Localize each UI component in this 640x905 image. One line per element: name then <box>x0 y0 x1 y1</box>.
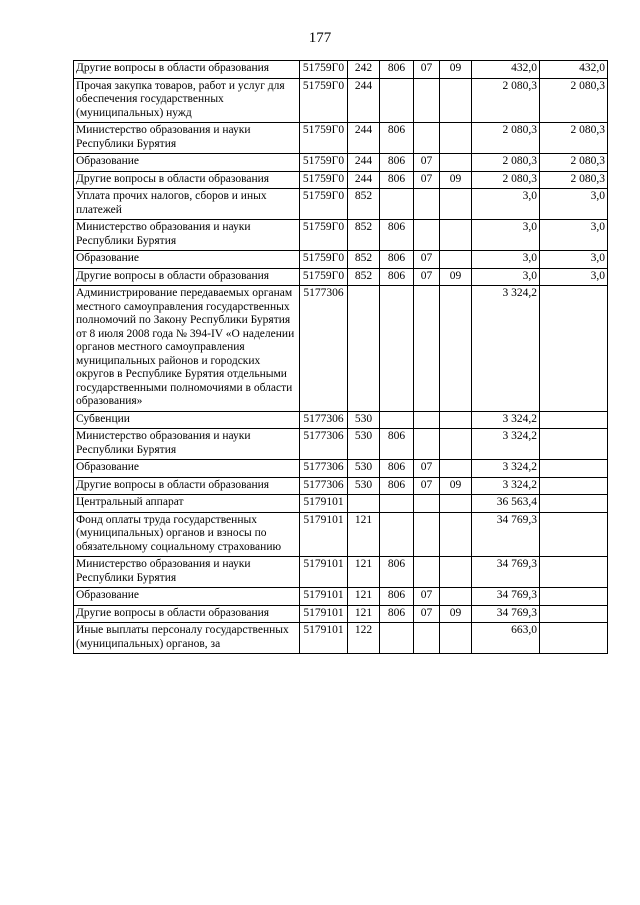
amount-cell: 432,0 <box>472 61 540 79</box>
section-cell <box>414 220 440 251</box>
target-article-cell: 5177306 <box>300 460 348 478</box>
target-article-cell: 51759Г0 <box>300 220 348 251</box>
amount-second-cell: 3,0 <box>540 189 608 220</box>
amount-second-cell: 432,0 <box>540 61 608 79</box>
row-name-cell: Министерство образования и науки Республики Бурятия <box>74 557 300 588</box>
amount-cell: 3,0 <box>472 251 540 269</box>
subsection-cell: 09 <box>440 171 472 189</box>
table-row <box>74 411 608 429</box>
ministry-code-cell: 806 <box>380 123 414 154</box>
table-row <box>74 286 608 412</box>
expense-type-cell: 121 <box>348 557 380 588</box>
expense-type-cell: 121 <box>348 512 380 557</box>
subsection-cell: 09 <box>440 268 472 286</box>
amount-cell: 2 080,3 <box>472 123 540 154</box>
amount-cell: 3 324,2 <box>472 286 540 412</box>
section-cell <box>414 123 440 154</box>
target-article-cell: 5179101 <box>300 623 348 654</box>
row-name-cell: Администрирование передаваемых органам местного самоуправления государственных полномочий по Закону Республики Бурятия от 8 июля 2008 года № 394-IV «О наделении органов местного самоуправления муниципальных районов и городских округов в Республике Бурятия отдельными государственными полномочиями в области образования» <box>74 286 300 412</box>
amount-cell: 34 769,3 <box>472 557 540 588</box>
section-cell <box>414 286 440 412</box>
row-name-cell: Образование <box>74 251 300 269</box>
subsection-cell <box>440 623 472 654</box>
table-row <box>74 61 608 79</box>
ministry-code-cell: 806 <box>380 477 414 495</box>
amount-second-cell: 2 080,3 <box>540 154 608 172</box>
expense-type-cell: 852 <box>348 189 380 220</box>
section-cell: 07 <box>414 61 440 79</box>
expense-type-cell: 852 <box>348 251 380 269</box>
target-article-cell: 5177306 <box>300 477 348 495</box>
ministry-code-cell: 806 <box>380 429 414 460</box>
expense-type-cell: 530 <box>348 460 380 478</box>
section-cell: 07 <box>414 588 440 606</box>
row-name-cell: Фонд оплаты труда государственных (муниципальных) органов и взносы по обязательному социальному страхованию <box>74 512 300 557</box>
section-cell: 07 <box>414 605 440 623</box>
row-name-cell: Другие вопросы в области образования <box>74 61 300 79</box>
amount-second-cell: 3,0 <box>540 268 608 286</box>
expense-type-cell: 852 <box>348 220 380 251</box>
expense-type-cell: 530 <box>348 411 380 429</box>
row-name-cell: Иные выплаты персоналу государственных (муниципальных) органов, за <box>74 623 300 654</box>
ministry-code-cell <box>380 512 414 557</box>
section-cell <box>414 623 440 654</box>
table-row <box>74 588 608 606</box>
table-row <box>74 268 608 286</box>
expense-type-cell: 244 <box>348 171 380 189</box>
expense-type-cell: 244 <box>348 154 380 172</box>
expense-type-cell: 530 <box>348 429 380 460</box>
ministry-code-cell: 806 <box>380 460 414 478</box>
expense-type-cell <box>348 495 380 513</box>
section-cell <box>414 429 440 460</box>
target-article-cell: 5177306 <box>300 429 348 460</box>
table-row <box>74 512 608 557</box>
section-cell: 07 <box>414 251 440 269</box>
ministry-code-cell: 806 <box>380 154 414 172</box>
amount-second-cell: 2 080,3 <box>540 123 608 154</box>
section-cell <box>414 78 440 123</box>
amount-second-cell <box>540 588 608 606</box>
target-article-cell: 5179101 <box>300 512 348 557</box>
section-cell <box>414 189 440 220</box>
row-name-cell: Министерство образования и науки Республики Бурятия <box>74 123 300 154</box>
table-row <box>74 495 608 513</box>
ministry-code-cell: 806 <box>380 268 414 286</box>
expense-type-cell: 244 <box>348 78 380 123</box>
table-row <box>74 605 608 623</box>
subsection-cell: 09 <box>440 61 472 79</box>
subsection-cell <box>440 512 472 557</box>
subsection-cell <box>440 588 472 606</box>
amount-second-cell: 2 080,3 <box>540 171 608 189</box>
subsection-cell <box>440 460 472 478</box>
amount-cell: 3 324,2 <box>472 460 540 478</box>
table-body <box>74 61 608 654</box>
target-article-cell: 5179101 <box>300 557 348 588</box>
target-article-cell: 51759Г0 <box>300 154 348 172</box>
amount-second-cell <box>540 429 608 460</box>
ministry-code-cell <box>380 189 414 220</box>
row-name-cell: Другие вопросы в области образования <box>74 171 300 189</box>
row-name-cell: Другие вопросы в области образования <box>74 477 300 495</box>
table-row <box>74 78 608 123</box>
ministry-code-cell <box>380 286 414 412</box>
section-cell <box>414 411 440 429</box>
amount-cell: 34 769,3 <box>472 588 540 606</box>
amount-second-cell: 2 080,3 <box>540 78 608 123</box>
amount-second-cell <box>540 477 608 495</box>
row-name-cell: Другие вопросы в области образования <box>74 268 300 286</box>
amount-cell: 3,0 <box>472 268 540 286</box>
target-article-cell: 51759Г0 <box>300 78 348 123</box>
section-cell <box>414 512 440 557</box>
amount-second-cell <box>540 605 608 623</box>
table-row <box>74 623 608 654</box>
amount-second-cell <box>540 460 608 478</box>
amount-second-cell <box>540 512 608 557</box>
row-name-cell: Министерство образования и науки Республики Бурятия <box>74 429 300 460</box>
row-name-cell: Министерство образования и науки Республики Бурятия <box>74 220 300 251</box>
section-cell <box>414 495 440 513</box>
subsection-cell <box>440 78 472 123</box>
section-cell: 07 <box>414 171 440 189</box>
expense-type-cell: 121 <box>348 605 380 623</box>
ministry-code-cell <box>380 78 414 123</box>
subsection-cell <box>440 154 472 172</box>
subsection-cell: 09 <box>440 605 472 623</box>
table-row <box>74 123 608 154</box>
target-article-cell: 51759Г0 <box>300 251 348 269</box>
page-number: 177 <box>308 30 332 46</box>
subsection-cell <box>440 286 472 412</box>
table-row <box>74 460 608 478</box>
amount-second-cell <box>540 623 608 654</box>
expense-type-cell: 242 <box>348 61 380 79</box>
amount-second-cell <box>540 557 608 588</box>
section-cell: 07 <box>414 460 440 478</box>
target-article-cell: 5177306 <box>300 286 348 412</box>
expense-type-cell <box>348 286 380 412</box>
table-row <box>74 189 608 220</box>
ministry-code-cell <box>380 495 414 513</box>
row-name-cell: Уплата прочих налогов, сборов и иных платежей <box>74 189 300 220</box>
table-row <box>74 171 608 189</box>
amount-cell: 34 769,3 <box>472 605 540 623</box>
ministry-code-cell: 806 <box>380 557 414 588</box>
target-article-cell: 51759Г0 <box>300 268 348 286</box>
amount-second-cell: 3,0 <box>540 220 608 251</box>
target-article-cell: 51759Г0 <box>300 61 348 79</box>
row-name-cell: Образование <box>74 588 300 606</box>
ministry-code-cell: 806 <box>380 220 414 251</box>
amount-cell: 2 080,3 <box>472 171 540 189</box>
target-article-cell: 5179101 <box>300 495 348 513</box>
amount-cell: 3 324,2 <box>472 429 540 460</box>
amount-cell: 3,0 <box>472 220 540 251</box>
amount-second-cell: 3,0 <box>540 251 608 269</box>
subsection-cell <box>440 429 472 460</box>
amount-cell: 36 563,4 <box>472 495 540 513</box>
expense-type-cell: 852 <box>348 268 380 286</box>
target-article-cell: 5179101 <box>300 605 348 623</box>
amount-second-cell <box>540 286 608 412</box>
subsection-cell <box>440 251 472 269</box>
amount-second-cell <box>540 411 608 429</box>
row-name-cell: Центральный аппарат <box>74 495 300 513</box>
subsection-cell <box>440 123 472 154</box>
ministry-code-cell <box>380 411 414 429</box>
target-article-cell: 51759Г0 <box>300 123 348 154</box>
section-cell: 07 <box>414 268 440 286</box>
ministry-code-cell: 806 <box>380 61 414 79</box>
row-name-cell: Прочая закупка товаров, работ и услуг для обеспечения государственных (муниципальных) нужд <box>74 78 300 123</box>
amount-cell: 3 324,2 <box>472 477 540 495</box>
table-row <box>74 557 608 588</box>
subsection-cell <box>440 495 472 513</box>
ministry-code-cell: 806 <box>380 605 414 623</box>
expense-type-cell: 244 <box>348 123 380 154</box>
table-row <box>74 429 608 460</box>
subsection-cell <box>440 220 472 251</box>
subsection-cell <box>440 189 472 220</box>
subsection-cell <box>440 411 472 429</box>
row-name-cell: Другие вопросы в области образования <box>74 605 300 623</box>
amount-cell: 3 324,2 <box>472 411 540 429</box>
amount-cell: 2 080,3 <box>472 78 540 123</box>
row-name-cell: Образование <box>74 154 300 172</box>
ministry-code-cell <box>380 623 414 654</box>
target-article-cell: 5179101 <box>300 588 348 606</box>
table-row <box>74 154 608 172</box>
ministry-code-cell: 806 <box>380 251 414 269</box>
target-article-cell: 51759Г0 <box>300 189 348 220</box>
section-cell: 07 <box>414 154 440 172</box>
target-article-cell: 51759Г0 <box>300 171 348 189</box>
expense-type-cell: 122 <box>348 623 380 654</box>
amount-second-cell <box>540 495 608 513</box>
amount-cell: 34 769,3 <box>472 512 540 557</box>
row-name-cell: Образование <box>74 460 300 478</box>
target-article-cell: 5177306 <box>300 411 348 429</box>
row-name-cell: Субвенции <box>74 411 300 429</box>
table-row <box>74 220 608 251</box>
expense-type-cell: 530 <box>348 477 380 495</box>
section-cell: 07 <box>414 477 440 495</box>
ministry-code-cell: 806 <box>380 171 414 189</box>
subsection-cell: 09 <box>440 477 472 495</box>
budget-table <box>73 60 608 654</box>
amount-cell: 663,0 <box>472 623 540 654</box>
table-row <box>74 477 608 495</box>
ministry-code-cell: 806 <box>380 588 414 606</box>
expense-type-cell: 121 <box>348 588 380 606</box>
subsection-cell <box>440 557 472 588</box>
table-row <box>74 251 608 269</box>
amount-cell: 3,0 <box>472 189 540 220</box>
section-cell <box>414 557 440 588</box>
amount-cell: 2 080,3 <box>472 154 540 172</box>
